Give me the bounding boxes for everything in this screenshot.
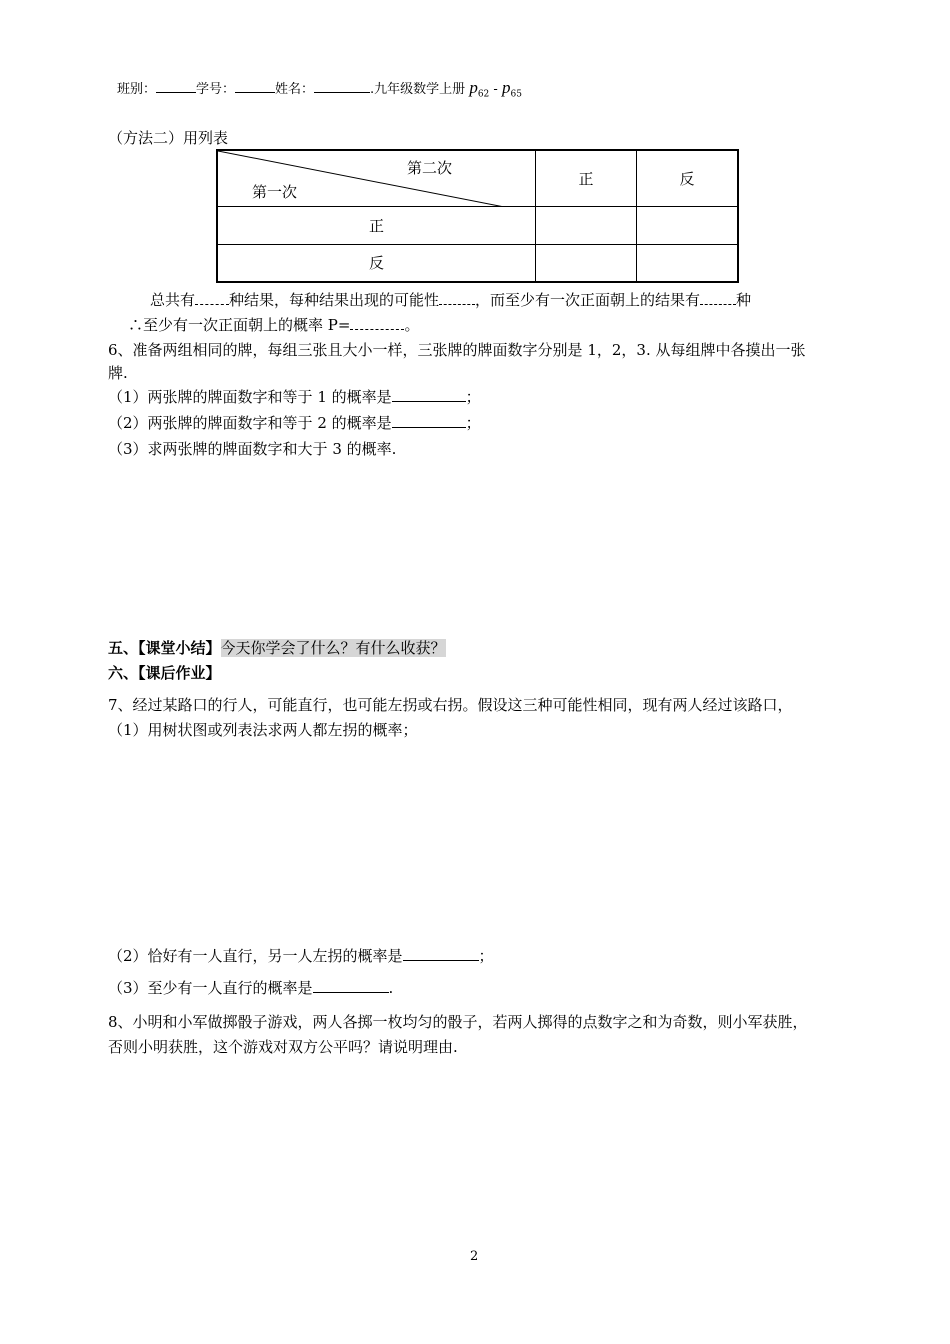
method2-title: （方法二）用列表 — [108, 129, 229, 147]
q8-line-1: 8、小明和小军做掷骰子游戏，两人各掷一枚均匀的骰子，若两人掷得的点数字之和为奇数，则小军获胜， — [108, 1013, 808, 1031]
section5-text: 今天你学会了什么？有什么收获？ — [220, 639, 446, 657]
page-range: $p_{62} - p_{65}$ — [469, 78, 522, 100]
name-label: 姓名： — [275, 82, 315, 97]
q6-part3: （3）求两张牌的牌面数字和大于 3 的概率. — [108, 440, 397, 458]
q6-answer-1[interactable] — [392, 387, 466, 402]
q6-stem-2: 牌. — [108, 364, 128, 382]
q7-stem: 7、经过某路口的行人，可能直行，也可能左拐或右拐。假设这三种可能性相同，现有两人经过该路口， — [108, 696, 793, 714]
section6-label: 六、【课后作业】 — [108, 664, 221, 682]
table-cell[interactable] — [536, 206, 637, 244]
col-header-label: 第二次 — [407, 159, 453, 177]
q8-line-2: 否则小明获胜，这个游戏对双方公平吗？请说明理由. — [108, 1038, 458, 1056]
class-label: 班别： — [117, 82, 157, 97]
q7-answer-3[interactable] — [313, 978, 389, 993]
possibility-blank[interactable] — [439, 290, 475, 305]
table-corner-cell — [217, 150, 536, 206]
page-number: 2 — [470, 1249, 479, 1264]
col-head-heads: 正 — [536, 150, 637, 206]
table-cell[interactable] — [536, 244, 637, 282]
book-title: .九年级数学上册 — [370, 82, 466, 97]
row-head-heads: 正 — [217, 206, 536, 244]
name-blank[interactable] — [314, 78, 370, 93]
q7-part1: （1）用树状图或列表法求两人都左拐的概率； — [108, 721, 418, 739]
summary-line1: 总共有 种结果，每种结果出现的可能性 ，而至少有一次正面朝上的结果有 种 — [150, 291, 752, 309]
q6-stem-1: 6、准备两组相同的牌，每组三张且大小一样，三张牌的牌面数字分别是 1，2，3. 从每组牌中各摸出一张 — [108, 341, 806, 359]
header-line — [117, 78, 522, 100]
q7-answer-2[interactable] — [403, 946, 479, 961]
q6-part1: （1）两张牌的牌面数字和等于 1 的概率是 ； — [108, 388, 481, 406]
row-head-tails: 反 — [217, 244, 536, 282]
table-cell[interactable] — [637, 244, 739, 282]
q6-answer-2[interactable] — [392, 413, 466, 428]
table-cell[interactable] — [637, 206, 739, 244]
col-head-tails: 反 — [637, 150, 739, 206]
section5-label: 五、【课堂小结】 — [108, 639, 221, 657]
outcome-table — [216, 149, 739, 283]
class-blank[interactable] — [156, 78, 196, 93]
probability-blank[interactable] — [350, 315, 404, 330]
section5-line — [108, 637, 446, 658]
q7-part2: （2）恰好有一人直行，另一人左拐的概率是 ； — [108, 947, 494, 965]
row-header-label: 第一次 — [252, 183, 298, 201]
result-count-blank[interactable] — [700, 290, 736, 305]
id-blank[interactable] — [235, 78, 275, 93]
total-blank[interactable] — [195, 290, 229, 305]
q7-part3: （3）至少有一人直行的概率是 . — [108, 979, 394, 997]
id-label: 学号： — [196, 82, 236, 97]
summary-line2: ∴至少有一次正面朝上的概率 P= 。 — [128, 316, 420, 334]
q6-part2: （2）两张牌的牌面数字和等于 2 的概率是 ； — [108, 414, 481, 432]
